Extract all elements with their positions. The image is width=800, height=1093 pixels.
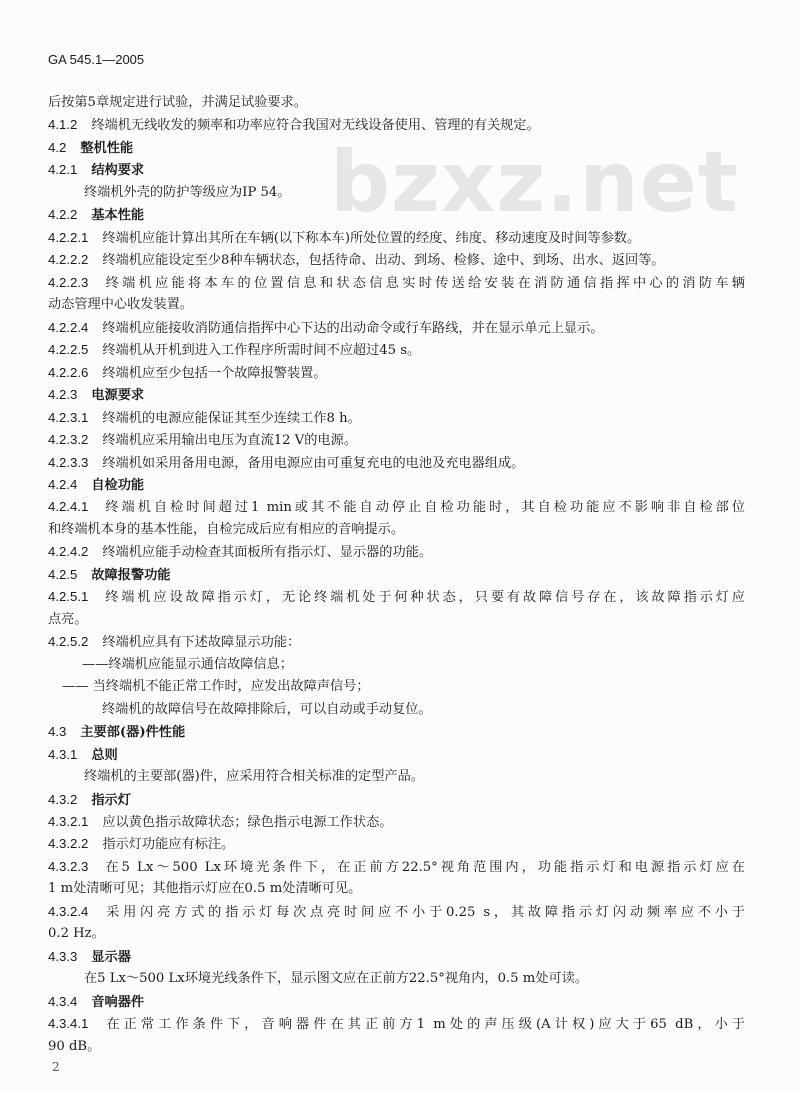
clause-line — [48, 586, 745, 608]
clause-text: 90 dB。 — [48, 1038, 101, 1054]
clause-text: 终端机从开机到进入工作程序所需时间不应超过45 s。 — [102, 343, 421, 359]
clause-line — [48, 991, 745, 1013]
clause-number: 4.3.1 — [48, 746, 78, 762]
clause-text: 电源要求 — [91, 388, 145, 404]
clause-line — [48, 631, 745, 653]
clause-text: 终端机如采用备用电源，备用电源应由可重复充电的电池及充电器组成。 — [102, 455, 525, 471]
clause-number: 4.3.2 — [48, 791, 78, 807]
clause-line — [48, 474, 745, 496]
watermark: bzxz.net — [330, 133, 739, 231]
clause-text: 终端机应能将本车的位置信息和状态信息实时传送给安装在消防通信指挥中心的消防车辆 — [102, 275, 745, 291]
clause-line — [48, 744, 745, 766]
text-line — [48, 699, 745, 721]
text-line — [48, 676, 745, 698]
clause-line — [48, 407, 745, 429]
clause-number: 4.2.4.1 — [48, 499, 89, 515]
clause-text: 总则 — [91, 747, 118, 763]
clause-line — [48, 339, 745, 361]
clause-text: 采用闪亮方式的指示灯每次点亮时间应不小于0.25 s，其故障指示灯闪动频率应不小于 — [102, 904, 745, 920]
clause-line — [48, 159, 745, 181]
clause-text: 终端机的故障信号在故障排除后，可以自动或手动复位。 — [102, 701, 432, 717]
clause-number: 4.3.2.2 — [48, 836, 89, 852]
clause-number: 4.3.2.4 — [48, 903, 89, 919]
clause-number: 4.2.3.3 — [48, 454, 89, 470]
text-line — [48, 1036, 745, 1058]
clause-text: 音响器件 — [91, 994, 145, 1010]
clause-number: 4.3.2.3 — [48, 858, 89, 874]
clause-text: 指示灯功能应有标注。 — [102, 837, 235, 853]
clause-number: 4.2.5.1 — [48, 589, 89, 605]
clause-text: 终端机自检时间超过1 min或其不能自动停止自检功能时，其自检功能应不影响非自检部位 — [102, 500, 745, 516]
clause-number: 4.2.4 — [48, 476, 78, 492]
clause-number: 4.2.2.6 — [48, 364, 89, 380]
clause-number: 4.2.3.2 — [48, 432, 89, 448]
clause-number: 4.2.2.5 — [48, 342, 89, 358]
clause-text: 动态管理中心收发装置。 — [48, 297, 194, 313]
standard-number-header: GA 545.1—2005 — [48, 52, 145, 67]
clause-number: 4.3.2.1 — [48, 814, 89, 829]
document-body — [48, 92, 745, 1058]
clause-text: 故障报警功能 — [91, 567, 171, 583]
clause-text: —— 当终端机不能正常工作时，应发出故障声信号； — [62, 679, 370, 695]
clause-number: 4.2.3 — [48, 387, 78, 403]
clause-number: 4.3.3 — [48, 948, 78, 964]
clause-text: 终端机外壳的防护等级应为IP 54。 — [84, 184, 291, 200]
clause-line — [48, 789, 745, 811]
clause-number: 4.2.2.2 — [48, 252, 89, 268]
page-number: 2 — [52, 1060, 60, 1074]
clause-text: 在5 Lx～500 Lx环境光条件下，在正前方22.5°视角范围内，功能指示灯和电源指示灯应在 — [102, 859, 745, 875]
clause-text: 自检功能 — [91, 477, 145, 493]
text-line — [48, 654, 745, 676]
clause-number: 4.3.4 — [48, 993, 78, 1009]
clause-number: 4.2.1 — [48, 162, 78, 178]
clause-line — [48, 856, 745, 878]
clause-text: 基本性能 — [91, 208, 145, 224]
clause-text: 终端机应具有下述故障显示功能： — [102, 635, 301, 651]
clause-number: 4.2.5 — [48, 566, 78, 582]
clause-number: 4.2.2.1 — [48, 229, 89, 245]
clause-line — [48, 496, 745, 518]
clause-text: 终端机的电源应能保证其至少连续工作8 h。 — [102, 410, 361, 426]
clause-number: 4.3 — [48, 724, 67, 740]
clause-line — [48, 362, 745, 384]
clause-text: 终端机的主要部(器)件，应采用符合相关标准的定型产品。 — [84, 769, 424, 785]
clause-line — [48, 384, 745, 406]
clause-number: 4.2.4.2 — [48, 544, 89, 560]
clause-text: 终端机应采用输出电压为直流12 V的电源。 — [102, 433, 358, 449]
clause-text: 显示器 — [91, 949, 131, 965]
clause-number: 4.1.2 — [48, 117, 78, 133]
clause-text: 终端机应能手动检查其面板所有指示灯、显示器的功能。 — [102, 545, 433, 561]
clause-text: 终端机无线收发的频率和功率应符合我国对无线设备使用、管理的有关规定。 — [91, 118, 540, 134]
text-line — [48, 766, 745, 788]
clause-line — [48, 249, 745, 271]
clause-text: 主要部(器)件性能 — [80, 725, 186, 741]
text-line — [48, 609, 745, 631]
clause-line — [48, 317, 745, 339]
text-line — [48, 294, 745, 316]
clause-text: 应以黄色指示故障状态；绿色指示电源工作状态。 — [102, 815, 393, 830]
clause-text: 和终端机本身的基本性能，自检完成后应有相应的音响提示。 — [48, 521, 405, 537]
clause-text: 终端机应设故障指示灯，无论终端机处于何种状态，只要有故障信号存在，该故障指示灯应 — [102, 590, 745, 606]
clause-text: 终端机应至少包括一个故障报警装置。 — [102, 365, 327, 381]
clause-text: 在5 Lx～500 Lx环境光线条件下，显示图文应在正前方22.5°视角内，0.5 m处可读。 — [84, 971, 589, 987]
text-line — [48, 968, 745, 990]
clause-text: 结构要求 — [91, 163, 145, 179]
text-line — [48, 878, 745, 900]
clause-text: 终端机应能计算出其所在车辆(以下称本车)所处位置的经度、纬度、移动速度及时间等参数。 — [102, 230, 641, 246]
clause-line — [48, 564, 745, 586]
clause-number: 4.2.3.1 — [48, 409, 89, 425]
clause-text: ——终端机应能显示通信故障信息； — [82, 656, 293, 672]
clause-line — [48, 946, 745, 968]
clause-text: 0.2 Hz。 — [48, 926, 105, 942]
text-line — [48, 182, 745, 204]
clause-number: 4.2.2.3 — [48, 274, 89, 290]
clause-line — [48, 811, 745, 833]
text-line — [48, 923, 745, 945]
text-line — [48, 92, 745, 114]
clause-line — [48, 452, 745, 474]
clause-text: 点亮。 — [48, 611, 88, 627]
clause-line — [48, 272, 745, 294]
clause-text: 整机性能 — [80, 140, 134, 156]
clause-line — [48, 137, 745, 159]
clause-line — [48, 114, 745, 136]
clause-line — [48, 541, 745, 563]
clause-number: 4.2 — [48, 139, 67, 155]
clause-line — [48, 429, 745, 451]
text-line — [48, 519, 745, 541]
clause-line — [48, 833, 745, 855]
clause-number: 4.2.2.4 — [48, 319, 89, 335]
clause-line — [48, 227, 745, 249]
clause-text: 终端机应能接收消防通信指挥中心下达的出动命令或行车路线，并在显示单元上显示。 — [102, 320, 604, 336]
clause-number: 4.2.5.2 — [48, 634, 89, 650]
clause-text: 指示灯 — [91, 792, 131, 808]
clause-number: 4.2.2 — [48, 207, 78, 223]
clause-line — [48, 1013, 745, 1035]
clause-text: 1 m处清晰可见；其他指示灯应在0.5 m处清晰可见。 — [48, 881, 362, 897]
clause-line — [48, 721, 745, 743]
clause-line — [48, 204, 745, 226]
clause-line — [48, 901, 745, 923]
clause-text: 在正常工作条件下，音响器件在其正前方1 m处的声压级(A计权)应大于65 dB，小于 — [102, 1017, 745, 1033]
clause-text: 终端机应能设定至少8种车辆状态，包括待命、出动、到场、检修、途中、到场、出水、返回等。 — [102, 253, 665, 269]
clause-text: 后按第5章规定进行试验，并满足试验要求。 — [48, 95, 307, 110]
clause-number: 4.3.4.1 — [48, 1016, 89, 1032]
